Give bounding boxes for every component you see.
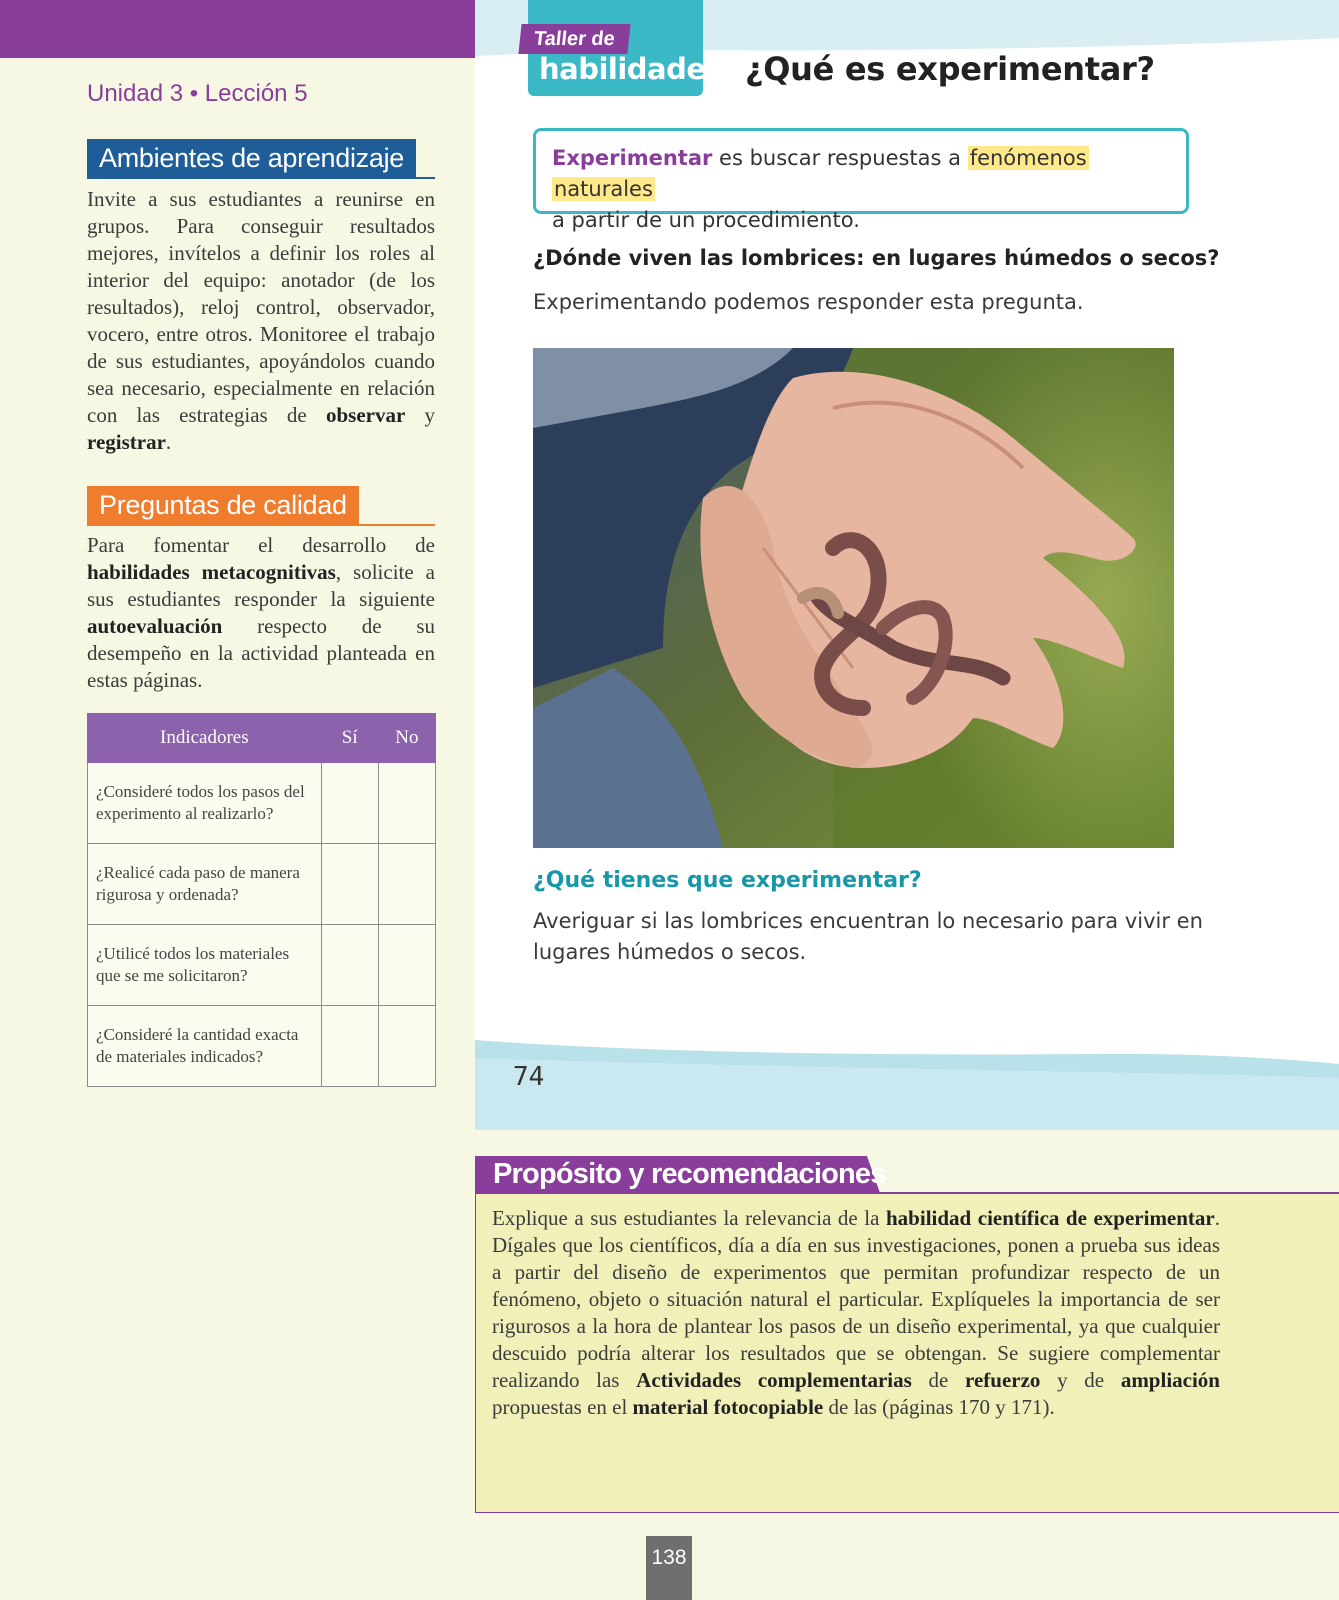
table-row [88,1006,436,1087]
hands-holding-earthworms-photo [533,348,1174,848]
header-no: No [378,714,435,763]
guiding-answer: Experimentando podemos responder esta pregunta. [533,290,1084,314]
si-checkbox-cell[interactable] [321,763,378,844]
si-checkbox-cell[interactable] [321,844,378,925]
top-color-bar [0,0,475,58]
definition-text: Experimentar es buscar respuestas a fenómenos naturales a partir de un procedimiento. [552,146,1087,232]
indicator-cell: ¿Consideré la cantidad exacta de materiales indicados? [88,1006,322,1087]
ambientes-heading: Ambientes de aprendizaje [87,139,416,177]
ambientes-paragraph: Invite a sus estudiantes a reunirse en grupos. Para conseguir resultados mejores, invítelos a definir los roles al interior del equipo: anotador (de los resultados), reloj control, observador, vocero, entre otros. Monitoree el trabajo de sus estudiantes, apoyándolos cuando sea necesario, especialmente en relación con las estrategias de observar y registrar. [87,187,436,454]
proposito-paragraph: Explique a sus estudiantes la relevancia de la habilidad científica de experimentar. Dígales que los científicos, día a día en sus investigaciones, ponen a prueba sus ideas a partir del diseño de experimentos que permitan profundizar respecto de un fenómeno, objeto o situación natural el particular. Explíqueles la importancia de ser rigurosos a la hora de plantear los pasos de un diseño experimental, ya que cualquier descuido podría alterar los resultados que se obtengan. Se sugiere complementar realizando las Actividades complementarias de refuerzo y de ampliación propuestas en el material fotocopiable de las (páginas 170 y 171). [492,1206,1220,1419]
table-header-row [88,714,436,763]
habilidades-label: habilidades [539,52,723,86]
student-page-number: 74 [513,1062,545,1092]
preguntas-divider [87,524,435,526]
no-checkbox-cell[interactable] [378,763,435,844]
highlight-fenomenos: fenómenos [969,146,1087,170]
experiment-question: ¿Qué tienes que experimentar? [533,868,922,893]
table-row [88,763,436,844]
preguntas-paragraph: Para fomentar el desarrollo de habilidades metacognitivas, solicite a sus estudiantes responder la siguiente autoevaluación respecto de su desempeño en la actividad planteada en estas páginas. [87,533,435,692]
preguntas-heading: Preguntas de calidad [87,486,359,524]
highlight-naturales: naturales [554,177,653,201]
no-checkbox-cell[interactable] [378,844,435,925]
no-checkbox-cell[interactable] [378,925,435,1006]
page-title: ¿Qué es experimentar? [745,50,1155,88]
bottom-wave-band [475,1038,1339,1130]
si-checkbox-cell[interactable] [321,925,378,1006]
guide-page-number: 138 [646,1536,692,1600]
unit-lesson-label: Unidad 3 • Lección 5 [87,80,308,107]
student-page [475,0,1339,1130]
self-evaluation-table [87,713,436,1087]
header-indicadores: Indicadores [88,714,322,763]
indicator-cell: ¿Consideré todos los pasos del experimento al realizarlo? [88,763,322,844]
indicator-cell: ¿Realicé cada paso de manera rigurosa y ordenada? [88,844,322,925]
si-checkbox-cell[interactable] [321,1006,378,1087]
definition-box [533,128,1189,232]
experiment-answer: Averiguar si las lombrices encuentran lo necesario para vivir en lugares húmedos o secos. [533,909,1203,964]
indicator-cell: ¿Utilicé todos los materiales que se me solicitaron? [88,925,322,1006]
proposito-title: Propósito y recomendaciones [493,1158,886,1190]
table-row [88,844,436,925]
guiding-question: ¿Dónde viven las lombrices: en lugares húmedos o secos? [533,246,1220,270]
definition-term: Experimentar [552,146,713,170]
header-si: Sí [321,714,378,763]
no-checkbox-cell[interactable] [378,1006,435,1087]
ambientes-divider [87,177,435,179]
table-row [88,925,436,1006]
taller-tag: Taller de [518,24,630,54]
